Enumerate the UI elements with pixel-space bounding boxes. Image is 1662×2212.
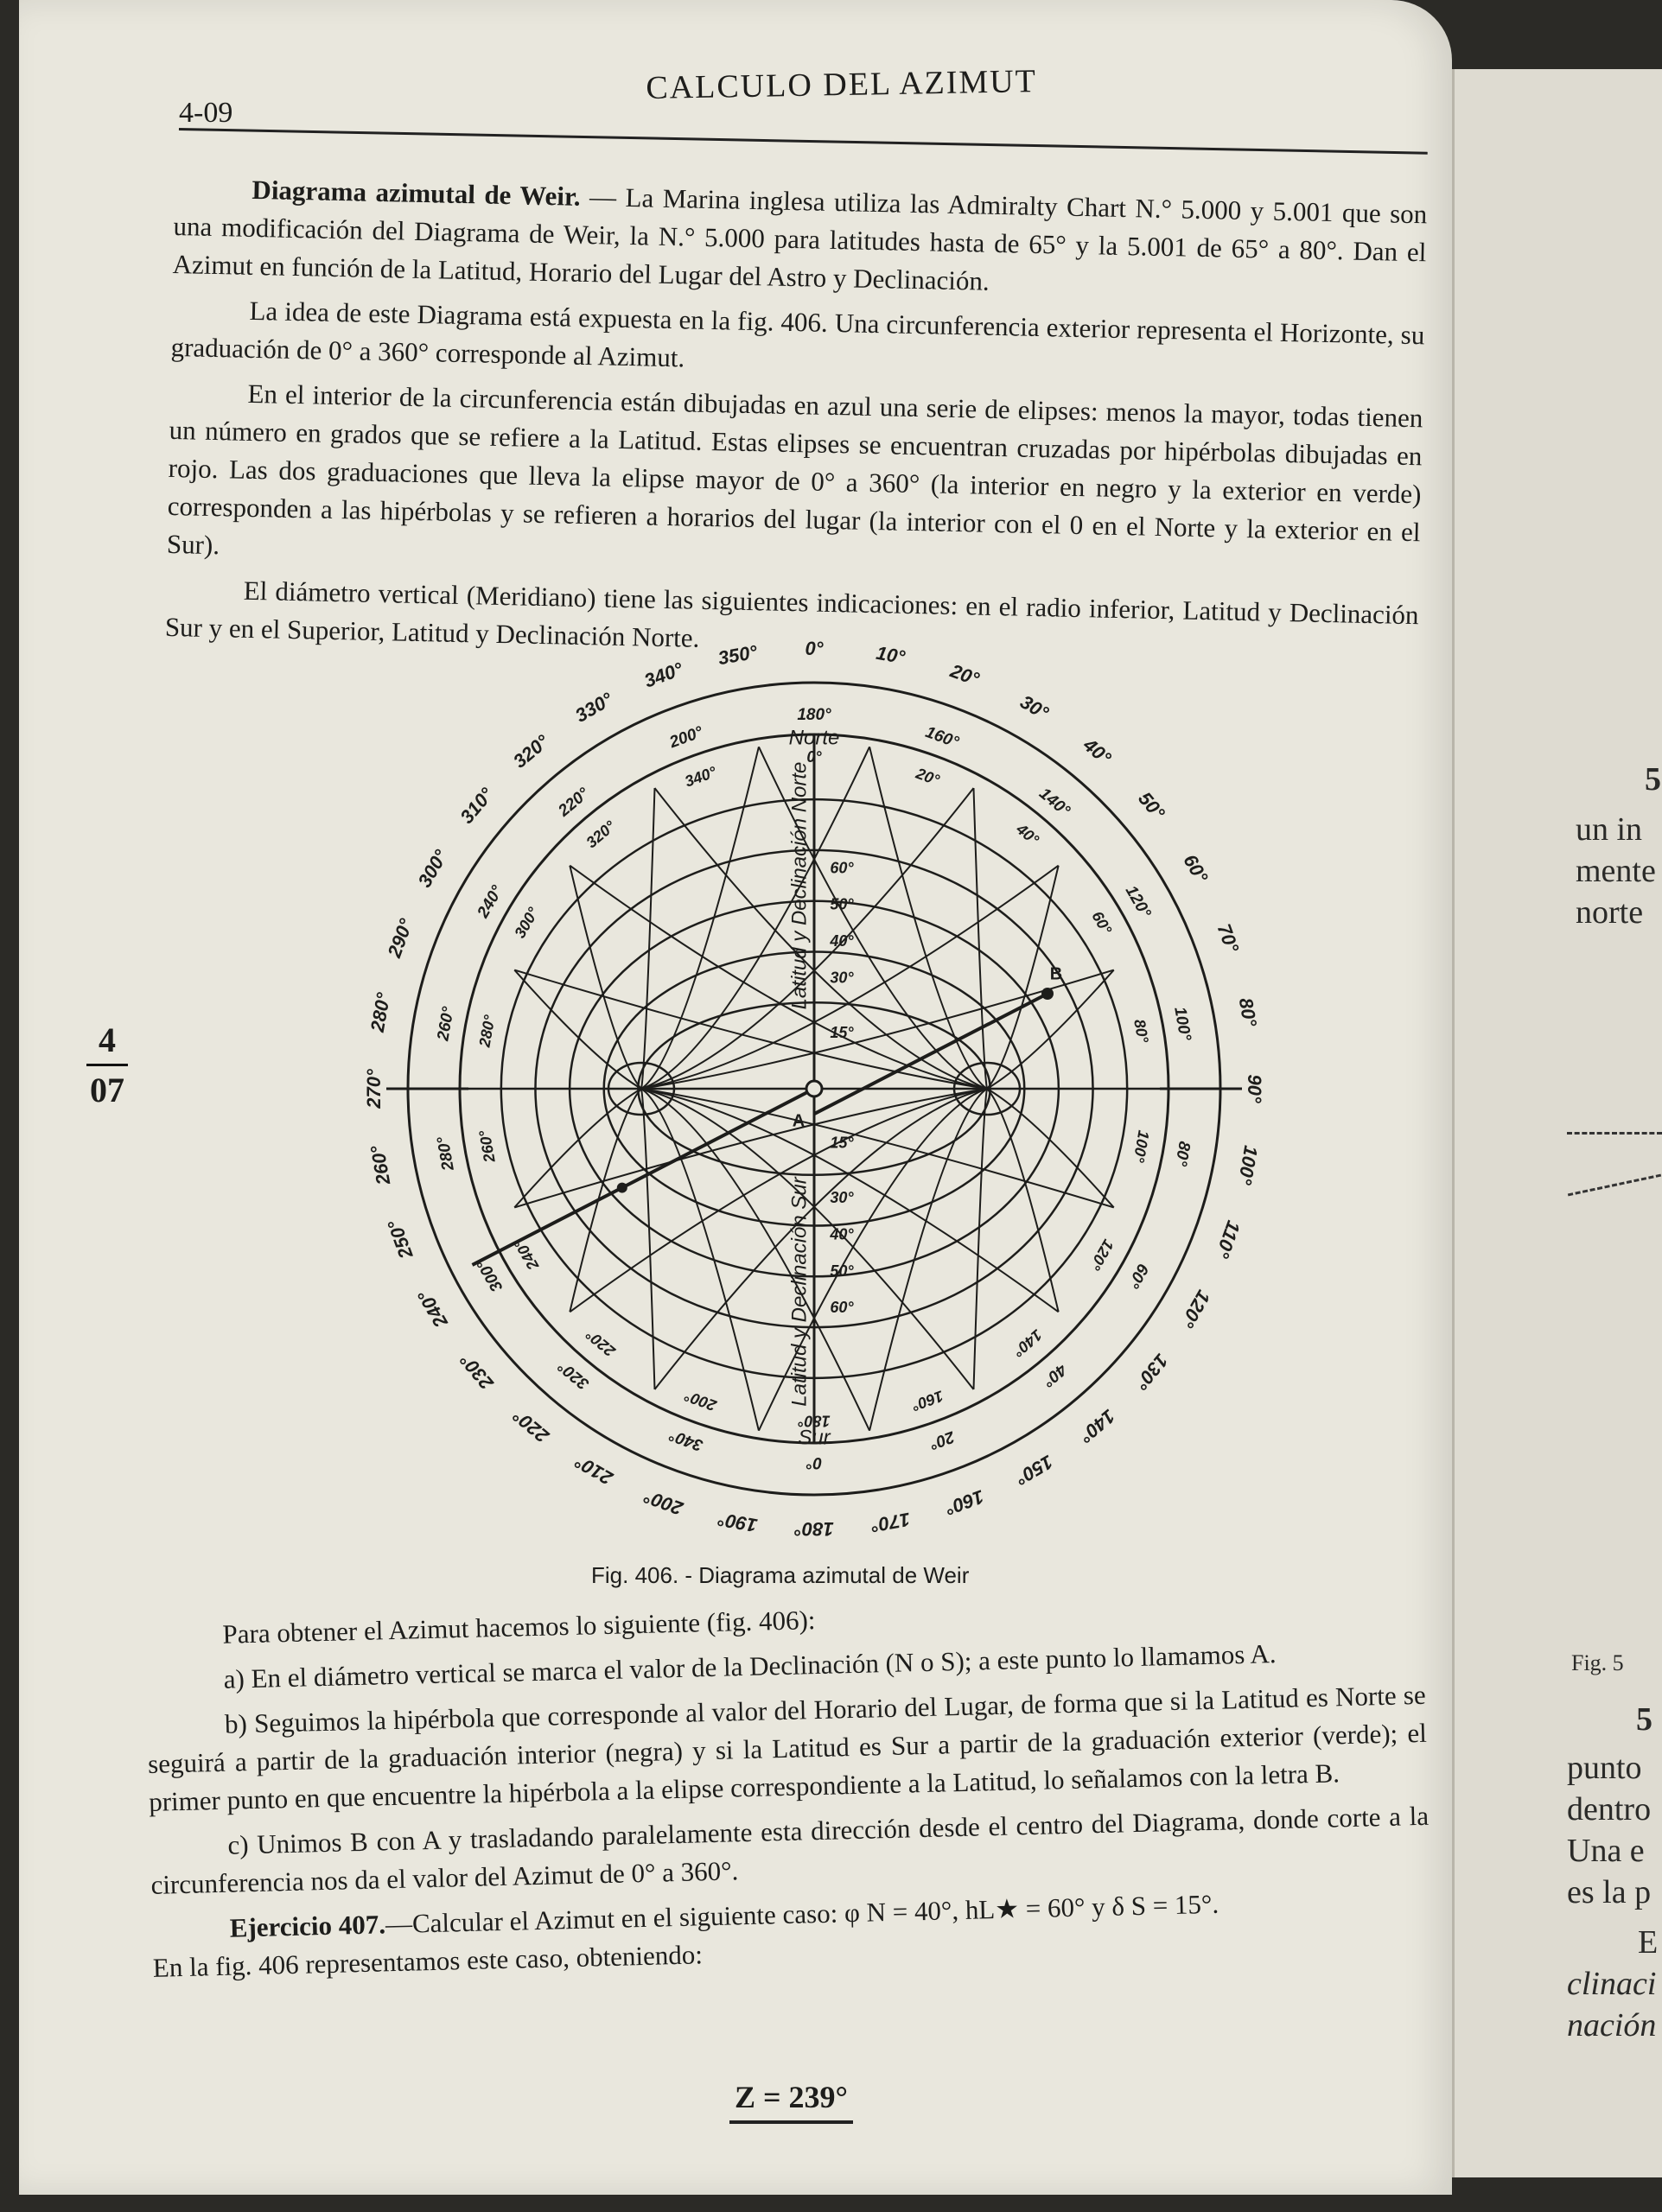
hour-outer-label: 20°	[914, 764, 942, 789]
adjacent-dash-2	[1568, 1174, 1661, 1197]
hour-outer-label: 120°	[1086, 1236, 1118, 1274]
hour-inner-label: 300°	[474, 1255, 507, 1295]
azimuth-label: 140°	[1075, 1405, 1120, 1447]
hour-outer-label: 240°	[511, 1236, 543, 1274]
hour-hyperbola	[974, 788, 988, 1089]
azimuth-label: 30°	[1016, 690, 1053, 724]
adjacent-line-4: punto	[1567, 1750, 1642, 1786]
hour-hyperbola	[869, 1089, 987, 1431]
azimuth-label: 280°	[366, 990, 395, 1034]
page-number: 4-09	[179, 97, 233, 129]
page-title: CALCULO DEL AZIMUT	[646, 63, 1038, 106]
adjacent-line-2: mente	[1576, 853, 1656, 889]
hour-hyperbola	[987, 1089, 1114, 1207]
hour-hyperbola	[869, 747, 987, 1089]
azimuth-label: 130°	[1130, 1350, 1173, 1395]
adjacent-line-7: es la p	[1567, 1874, 1652, 1910]
intro-paragraph-2: La idea de este Diagrama está expuesta en la fig. 406. Una circunferencia exterior representa el Horizonte, su graduación de 0° a 360° corresponde al Azimut.	[170, 295, 1425, 373]
intro-paragraph-3: En el interior de la circunferencia están dibujadas en azul una serie de elipses: menos la mayor, todas tienen un número en grados que se refiere a la Latitud. Estas elipses se encuentran cruzadas por hipérbolas dibujadas en rojo. Las dos graduaciones que lleva la elipse mayor de 0° a 360° (la interior en negro y la exterior en verde) corresponden a las hipérbolas y se refieren a horarios del lugar (la interior con el 0 en el Norte y la exterior en el Sur).	[166, 378, 1423, 561]
hour-inner-label: 120°	[1121, 882, 1155, 922]
azimuth-label: 330°	[571, 688, 617, 727]
intro-text	[164, 169, 1427, 679]
exercise-text-2: En la fig. 406 representamos este caso, obteniendo:	[152, 1939, 704, 1983]
azimuth-label: 0°	[805, 637, 824, 659]
azimuth-label: 90°	[1244, 1074, 1266, 1103]
south-latitude-label: 50°	[830, 1262, 854, 1280]
hour-inner-label: 280°	[434, 1135, 458, 1173]
azimuth-label: 250°	[383, 1217, 417, 1262]
azimuth-label: 200°	[641, 1485, 686, 1520]
hour-inner-label: 200°	[667, 723, 706, 753]
south-axis-label: Latitud y Declinación Sur	[787, 1177, 812, 1407]
arrow-marker	[617, 1183, 627, 1193]
section-heading: Diagrama azimutal de Weir.	[252, 174, 582, 212]
weir-diagram	[347, 605, 1281, 1555]
hour-hyperbola	[641, 1089, 655, 1389]
azimuth-label: 150°	[1011, 1451, 1057, 1490]
hour-inner-label: 260°	[434, 1005, 458, 1043]
azimuth-label: 170°	[869, 1508, 913, 1537]
azimuth-result: Z = 239°	[729, 2079, 853, 2124]
hour-inner-label: 240°	[474, 882, 507, 922]
hour-inner-label: 20°	[927, 1427, 958, 1453]
azimuth-label: 120°	[1176, 1286, 1215, 1332]
procedure-text	[144, 1586, 1432, 1994]
hour-hyperbola	[641, 788, 655, 1089]
procedure-step-b: b) Seguimos la hipérbola que corresponde al valor del Horario del Lugar, de forma que si la Latitud es Norte se seguirá a partir de la graduación interior (negra) y si la Latitud es Sur a partir de la graduación exterior (verde); el primer punto en que encuentre la hipérbola a la elipse correspondiente a la Latitud, lo señalamos con la letra B.	[147, 1679, 1428, 1817]
hour-inner-label: 40°	[1039, 1360, 1070, 1390]
north-axis-label: Latitud y Declinación Norte	[787, 761, 812, 1010]
hour-inner-label: 340°	[667, 1425, 706, 1454]
azimuth-label: 80°	[1234, 995, 1262, 1029]
south-latitude-label: 60°	[830, 1299, 854, 1317]
point-a-label: A	[792, 1111, 806, 1131]
line-b-a	[814, 994, 1048, 1114]
adjacent-italic-1: clinaci	[1567, 1966, 1657, 2002]
south-latitude-label: 40°	[830, 1225, 854, 1243]
hour-inner-label: 220°	[555, 785, 593, 821]
south-latitude-label: 30°	[830, 1188, 854, 1206]
azimuth-label: 290°	[383, 916, 417, 961]
procedure-step-a: a) En el diámetro vertical se marca el valor de la Declinación (N o S); a este punto lo llamamos A.	[223, 1638, 1277, 1694]
azimuth-label: 10°	[874, 641, 907, 669]
hour-hyperbola	[641, 1089, 1114, 1207]
azimuth-label: 210°	[571, 1451, 617, 1490]
book-page	[19, 0, 1452, 2195]
procedure-intro: Para obtener el Azimut hacemos lo siguiente (fig. 406):	[222, 1605, 816, 1649]
azimuth-label: 70°	[1213, 920, 1244, 956]
exercise-text: —Calcular el Azimut en el siguiente caso: φ N = 40°, hL★ = 60° y δ S = 15°.	[385, 1888, 1219, 1940]
hour-outer-label: 180°	[798, 1412, 831, 1430]
hour-hyperbola	[641, 970, 1114, 1089]
adjacent-fig-label: Fig. 5	[1571, 1650, 1624, 1675]
azimuth-label: 40°	[1079, 734, 1116, 769]
hour-inner-label: 60°	[1124, 1260, 1152, 1291]
point-b-marker	[1041, 988, 1054, 1000]
hour-outer-label: 80°	[1130, 1018, 1152, 1045]
center-marker	[806, 1081, 822, 1096]
azimuth-label: 340°	[641, 658, 686, 692]
hour-hyperbola	[641, 747, 759, 1089]
hour-hyperbola	[514, 1089, 987, 1207]
azimuth-label: 190°	[716, 1508, 760, 1537]
north-latitude-label: 30°	[830, 969, 854, 987]
hour-hyperbola	[641, 1089, 759, 1431]
hour-inner-label: 100°	[1170, 1005, 1194, 1043]
azimuth-label: 110°	[1211, 1217, 1245, 1262]
azimuth-label: 180°	[794, 1518, 834, 1541]
south-latitude-label: 15°	[830, 1134, 854, 1152]
azimuth-label: 320°	[508, 730, 553, 772]
adjacent-line-6: Una e	[1567, 1833, 1645, 1869]
hour-hyperbola	[987, 970, 1114, 1089]
point-b-label: B	[1049, 964, 1063, 984]
azimuth-label: 220°	[508, 1405, 553, 1447]
hour-hyperbola	[987, 866, 1059, 1089]
hour-outer-label: 220°	[583, 1325, 619, 1360]
hour-inner-label: 320°	[555, 1357, 593, 1393]
north-latitude-label: 40°	[830, 932, 854, 950]
adjacent-line-5: dentro	[1567, 1791, 1652, 1827]
azimuth-label: 300°	[413, 846, 452, 892]
azimuth-label: 160°	[942, 1485, 987, 1520]
hour-outer-label: 280°	[475, 1014, 499, 1049]
azimuth-label: 310°	[455, 783, 498, 828]
azimuth-label: 60°	[1179, 850, 1213, 887]
hour-outer-label: 100°	[1130, 1128, 1153, 1164]
hour-hyperbola	[514, 970, 641, 1089]
azimuth-label: 50°	[1134, 787, 1169, 824]
intro-paragraph-1	[172, 169, 1427, 309]
hour-outer-label: 320°	[583, 817, 619, 852]
intro-p1-text: — La Marina inglesa utiliza las Admiralty Chart N.° 5.000 y 5.001 que son una modificación del Diagrama de Weir, la N.° 5.000 para latitudes hasta de 65° y la 5.001 de 65° a 80°. Dan el Azimut en función de la Latitud, Horario del Lugar del Astro y Declinación.	[172, 181, 1428, 296]
azimuth-label: 270°	[362, 1069, 385, 1109]
adjacent-line-3: norte	[1576, 894, 1644, 931]
hour-hyperbola	[987, 1089, 1059, 1312]
azimuth-label: 100°	[1233, 1143, 1263, 1187]
azimuth-label: 240°	[413, 1286, 452, 1332]
south-label: Sur	[798, 1426, 831, 1450]
procedure-step-c: c) Unimos B con A y trasladando paralelamente esta dirección desde el centro del Diagrama, donde corte a la circunferencia nos da el valor del Azimut de 0° a 360°.	[150, 1800, 1430, 1900]
header-rule	[179, 128, 1428, 155]
hour-inner-label: 160°	[922, 723, 961, 753]
hour-outer-label: 260°	[475, 1128, 499, 1164]
hour-outer-label: 40°	[1013, 820, 1042, 849]
intro-paragraph-4: El diámetro vertical (Meridiano) tiene las siguientes indicaciones: en el radio inferior, Latitud y Declinación Sur y en el Superior, Latitud y Declinación Norte.	[164, 575, 1419, 653]
hour-outer-label: 340°	[682, 763, 719, 791]
hour-hyperbola	[514, 970, 987, 1089]
adjacent-page	[1452, 69, 1662, 2177]
hour-inner-label: 140°	[1035, 785, 1073, 821]
adjacent-dash-1	[1567, 1132, 1662, 1135]
side-marker-bottom: 07	[90, 1071, 124, 1109]
adjacent-line-1: un in	[1576, 811, 1643, 848]
hour-outer-label: 0°	[806, 747, 822, 766]
side-marker	[86, 1020, 128, 1110]
hour-hyperbola	[570, 1089, 987, 1312]
adjacent-heading: 5	[1645, 761, 1661, 798]
adjacent-italic-2: nación	[1567, 2007, 1657, 2044]
north-label: Norte	[788, 726, 840, 750]
diagram-grid	[386, 683, 1242, 1495]
azimuth-label: 350°	[716, 640, 760, 670]
hour-inner-label: 180°	[797, 706, 831, 725]
hour-inner-label: 80°	[1171, 1140, 1194, 1168]
north-latitude-label: 60°	[830, 859, 854, 877]
adjacent-heading-2: 5	[1636, 1701, 1652, 1738]
azimuth-label: 230°	[455, 1350, 498, 1395]
hour-outer-label: 140°	[1009, 1325, 1046, 1360]
hour-inner-label: 0°	[806, 1452, 823, 1471]
hour-hyperbola	[974, 1089, 988, 1389]
hour-outer-label: 60°	[1088, 908, 1116, 938]
exercise-heading: Ejercicio 407.	[229, 1909, 386, 1943]
figure-caption: Fig. 406. - Diagrama azimutal de Weir	[591, 1562, 970, 1588]
north-latitude-label: 50°	[830, 895, 854, 913]
hour-hyperbola	[570, 866, 641, 1089]
adjacent-line-8: E	[1638, 1924, 1659, 1961]
hour-outer-label: 300°	[511, 904, 543, 941]
azimuth-label: 20°	[947, 659, 983, 690]
hour-hyperbola	[570, 1089, 641, 1312]
hour-outer-label: 160°	[909, 1387, 946, 1414]
azimuth-label: 260°	[366, 1143, 395, 1187]
hour-outer-label: 200°	[682, 1387, 719, 1414]
north-latitude-label: 15°	[830, 1024, 854, 1042]
side-marker-top: 4	[86, 1020, 128, 1066]
